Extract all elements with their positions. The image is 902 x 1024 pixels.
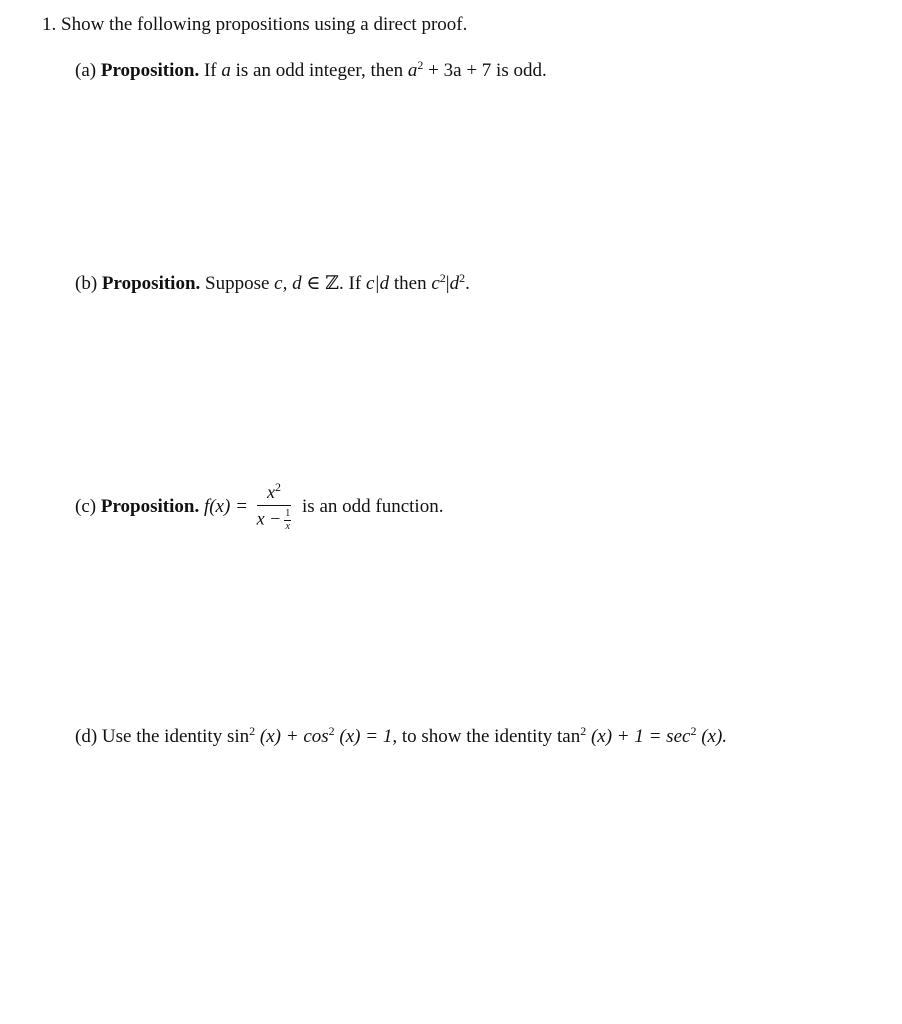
part-d-sec-arg: (x).: [701, 726, 728, 747]
part-d-sin-arg: (x) + cos: [259, 726, 329, 747]
part-b-c-base: c: [431, 273, 440, 294]
part-c-den-mini-fraction: [284, 509, 291, 532]
part-d-label: (d): [75, 726, 98, 747]
part-a-text-2: is an odd integer, then: [235, 60, 404, 81]
part-b-d-exp: 2: [459, 271, 466, 285]
part-c-den-mini-num: 1: [285, 508, 291, 519]
part-b-vars: c, d: [274, 273, 302, 294]
part-d-sin-exp: 2: [249, 724, 256, 738]
part-b: [75, 271, 470, 294]
part-b-bar: |: [445, 273, 450, 294]
part-b-heading: Proposition.: [101, 273, 201, 294]
part-d-cos-arg: (x) = 1,: [339, 726, 398, 747]
part-b-d-base: d: [449, 273, 460, 294]
part-b-member: ∈ ℤ.: [306, 273, 344, 294]
part-a-var: a: [221, 60, 231, 81]
part-d-text-1: Use the identity: [101, 726, 223, 747]
part-c-den-mini-den: x: [285, 521, 290, 532]
part-c-text-1: is an odd function.: [302, 495, 444, 517]
problem-intro: Show the following propositions using a direct proof.: [61, 14, 468, 35]
part-d-tan-exp: 2: [580, 724, 587, 738]
part-a-text-3: is odd.: [496, 60, 547, 81]
part-d-sin: sin: [226, 726, 250, 747]
part-c-numerator: [257, 480, 292, 506]
part-a-heading: Proposition.: [100, 60, 200, 81]
part-d-tan: tan: [556, 726, 581, 747]
part-c-heading: Proposition.: [100, 495, 200, 517]
part-a-expr-exp: 2: [417, 58, 424, 72]
part-b-end: .: [465, 273, 470, 294]
part-a: [75, 58, 547, 81]
part-c-num-base: x: [266, 482, 275, 502]
part-c-num-exp: 2: [274, 480, 281, 494]
part-b-label: (b): [75, 273, 98, 294]
part-c-denominator: [257, 506, 292, 532]
part-d-tan-arg: (x) + 1 = sec: [590, 726, 691, 747]
part-a-expr-rest: + 3a + 7: [428, 60, 492, 81]
part-b-text-3: then: [393, 273, 427, 294]
problem-header: [42, 15, 467, 34]
part-c-label: (c): [75, 495, 97, 517]
part-c: [75, 480, 444, 532]
part-c-func: f(x) =: [203, 495, 248, 517]
part-d-cos-exp: 2: [328, 724, 335, 738]
part-b-text-2: If: [348, 273, 362, 294]
part-d: [75, 724, 728, 747]
part-c-fraction: [256, 480, 292, 532]
part-d-sec-exp: 2: [690, 724, 697, 738]
part-a-text-1: If: [203, 60, 217, 81]
part-b-text-1: Suppose: [205, 273, 270, 294]
problem-number: 1.: [42, 14, 57, 35]
part-b-divides: c|d: [365, 273, 390, 294]
part-d-text-2: to show the identity: [401, 726, 553, 747]
part-a-expr-base: a: [407, 60, 418, 81]
part-a-label: (a): [75, 60, 97, 81]
part-b-c-exp: 2: [439, 271, 446, 285]
part-c-den-left: x −: [256, 508, 282, 529]
